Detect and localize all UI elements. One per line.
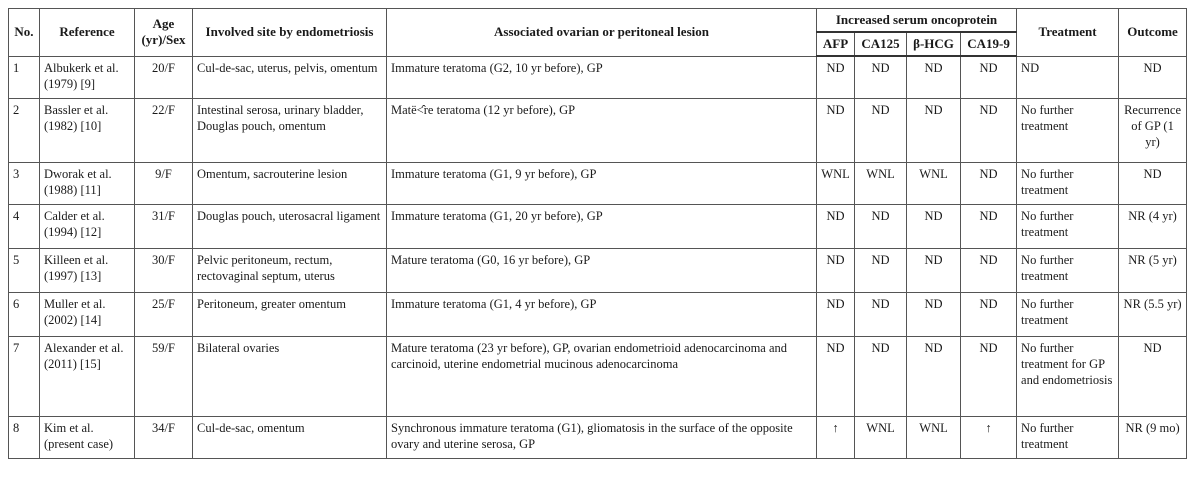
cell-reference: Dworak et al. (1988) [11]: [40, 162, 135, 204]
cell-ca125: ND: [855, 248, 907, 292]
cell-age-sex: 22/F: [135, 98, 193, 162]
cell-ca199: ND: [961, 204, 1017, 248]
cell-treatment: No further treatment: [1017, 248, 1119, 292]
cell-afp: ↑: [817, 416, 855, 458]
cell-reference: Albukerk et al. (1979) [9]: [40, 56, 135, 98]
cell-site: Omentum, sacrouterine lesion: [193, 162, 387, 204]
cell-ca199: ↑: [961, 416, 1017, 458]
cell-no: 8: [9, 416, 40, 458]
cell-no: 4: [9, 204, 40, 248]
cell-reference: Alexander et al. (2011) [15]: [40, 336, 135, 416]
cell-bhcg: WNL: [907, 416, 961, 458]
cell-bhcg: ND: [907, 336, 961, 416]
cell-no: 7: [9, 336, 40, 416]
cell-no: 2: [9, 98, 40, 162]
cell-bhcg: ND: [907, 292, 961, 336]
header-ca199: CA19-9: [961, 32, 1017, 56]
cell-ca199: ND: [961, 292, 1017, 336]
header-age-sex: Age (yr)/Sex: [135, 9, 193, 57]
cell-treatment: No further treatment: [1017, 162, 1119, 204]
cell-lesion: Synchronous immature teratoma (G1), gliomatosis in the surface of the opposite ovary and uterine serosa, GP: [387, 416, 817, 458]
cell-age-sex: 59/F: [135, 336, 193, 416]
cell-site: Bilateral ovaries: [193, 336, 387, 416]
cell-outcome: NR (9 mo): [1119, 416, 1187, 458]
cell-reference: Bassler et al. (1982) [10]: [40, 98, 135, 162]
cell-treatment: No further treatment: [1017, 292, 1119, 336]
cell-ca125: ND: [855, 204, 907, 248]
cell-lesion: Mature teratoma (23 yr before), GP, ovarian endometrioid adenocarcinoma and carcinoid, uterine endometrial mucinous adenocarcinoma: [387, 336, 817, 416]
cell-no: 1: [9, 56, 40, 98]
cell-lesion: Immature teratoma (G1, 9 yr before), GP: [387, 162, 817, 204]
header-no: No.: [9, 9, 40, 57]
cell-age-sex: 9/F: [135, 162, 193, 204]
cell-treatment: No further treatment: [1017, 98, 1119, 162]
cell-lesion: Immature teratoma (G2, 10 yr before), GP: [387, 56, 817, 98]
cell-no: 6: [9, 292, 40, 336]
header-lesion: Associated ovarian or peritoneal lesion: [387, 9, 817, 57]
cell-treatment: No further treatment: [1017, 204, 1119, 248]
cell-afp: ND: [817, 292, 855, 336]
cell-outcome: NR (5 yr): [1119, 248, 1187, 292]
cell-site: Pelvic peritoneum, rectum, rectovaginal septum, uterus: [193, 248, 387, 292]
cell-ca125: ND: [855, 336, 907, 416]
cell-site: Cul-de-sac, omentum: [193, 416, 387, 458]
cell-treatment: ND: [1017, 56, 1119, 98]
header-afp: AFP: [817, 32, 855, 56]
cell-ca125: ND: [855, 292, 907, 336]
cell-ca199: ND: [961, 98, 1017, 162]
cell-age-sex: 34/F: [135, 416, 193, 458]
cell-reference: Muller et al. (2002) [14]: [40, 292, 135, 336]
cell-outcome: NR (5.5 yr): [1119, 292, 1187, 336]
cell-bhcg: WNL: [907, 162, 961, 204]
table-row: [9, 204, 1187, 248]
cell-ca199: ND: [961, 162, 1017, 204]
cell-reference: Calder et al. (1994) [12]: [40, 204, 135, 248]
cell-outcome: ND: [1119, 162, 1187, 204]
cell-ca125: ND: [855, 98, 907, 162]
cell-no: 5: [9, 248, 40, 292]
cell-site: Cul-de-sac, uterus, pelvis, omentum: [193, 56, 387, 98]
cell-bhcg: ND: [907, 98, 961, 162]
cell-outcome: ND: [1119, 56, 1187, 98]
cell-afp: ND: [817, 336, 855, 416]
table-row: [9, 416, 1187, 458]
cell-bhcg: ND: [907, 56, 961, 98]
cell-ca199: ND: [961, 248, 1017, 292]
cell-ca125: WNL: [855, 162, 907, 204]
header-oncoprotein: Increased serum oncoprotein: [817, 9, 1017, 33]
cell-bhcg: ND: [907, 248, 961, 292]
cell-ca199: ND: [961, 336, 1017, 416]
cell-site: Peritoneum, greater omentum: [193, 292, 387, 336]
cell-age-sex: 30/F: [135, 248, 193, 292]
cell-afp: ND: [817, 56, 855, 98]
cell-age-sex: 25/F: [135, 292, 193, 336]
table-row: [9, 56, 1187, 98]
table-row: [9, 292, 1187, 336]
cell-afp: ND: [817, 248, 855, 292]
cell-treatment: No further treatment for GP and endometriosis: [1017, 336, 1119, 416]
cell-site: Douglas pouch, uterosacral ligament: [193, 204, 387, 248]
cell-lesion: Matë<̂re teratoma (12 yr before), GP: [387, 98, 817, 162]
cell-outcome: ND: [1119, 336, 1187, 416]
cell-age-sex: 31/F: [135, 204, 193, 248]
cell-no: 3: [9, 162, 40, 204]
cell-site: Intestinal serosa, urinary bladder, Douglas pouch, omentum: [193, 98, 387, 162]
cell-reference: Kim et al. (present case): [40, 416, 135, 458]
header-ca125: CA125: [855, 32, 907, 56]
cell-lesion: Mature teratoma (G0, 16 yr before), GP: [387, 248, 817, 292]
cell-bhcg: ND: [907, 204, 961, 248]
cell-afp: WNL: [817, 162, 855, 204]
cell-reference: Killeen et al. (1997) [13]: [40, 248, 135, 292]
header-bhcg: β-HCG: [907, 32, 961, 56]
table-row: [9, 162, 1187, 204]
cell-lesion: Immature teratoma (G1, 4 yr before), GP: [387, 292, 817, 336]
case-table: [8, 8, 1187, 459]
cell-afp: ND: [817, 98, 855, 162]
table-row: [9, 248, 1187, 292]
cell-lesion: Immature teratoma (G1, 20 yr before), GP: [387, 204, 817, 248]
cell-treatment: No further treatment: [1017, 416, 1119, 458]
cell-ca125: ND: [855, 56, 907, 98]
table-row: [9, 98, 1187, 162]
cell-outcome: Recurrence of GP (1 yr): [1119, 98, 1187, 162]
header-treatment: Treatment: [1017, 9, 1119, 57]
cell-afp: ND: [817, 204, 855, 248]
header-reference: Reference: [40, 9, 135, 57]
header-site: Involved site by endometriosis: [193, 9, 387, 57]
cell-age-sex: 20/F: [135, 56, 193, 98]
cell-ca125: WNL: [855, 416, 907, 458]
table-row: [9, 336, 1187, 416]
cell-ca199: ND: [961, 56, 1017, 98]
header-outcome: Outcome: [1119, 9, 1187, 57]
cell-outcome: NR (4 yr): [1119, 204, 1187, 248]
